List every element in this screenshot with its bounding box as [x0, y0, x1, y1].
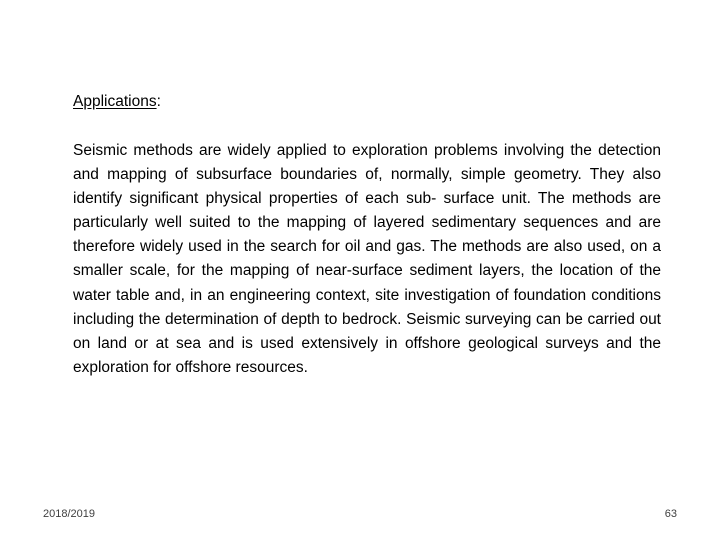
body-paragraph: Seismic methods are widely applied to exploration problems involving the detection and mapping of subsurface boundaries of, normally, simple geometry. They also identify significant physical properties of each sub- surface unit. The methods are particularly well suited to the mapping of layered sedimentary sequences and are therefore widely used in the search for oil and gas. The methods are also used, on a smaller scale, for the mapping of near-surface sediment layers, the location of the water table and, in an engineering context, site investigation of foundation conditions including the determination of depth to bedrock. Seismic surveying can be carried out on land or at sea and is used extensively in offshore geological surveys and the exploration for offshore resources.: [73, 142, 661, 376]
footer-date: 2018/2019: [43, 508, 95, 520]
slide-heading: [73, 92, 161, 112]
heading-colon: :: [156, 93, 161, 110]
page-number: 63: [664, 508, 677, 520]
heading-text: Applications: [73, 93, 157, 110]
